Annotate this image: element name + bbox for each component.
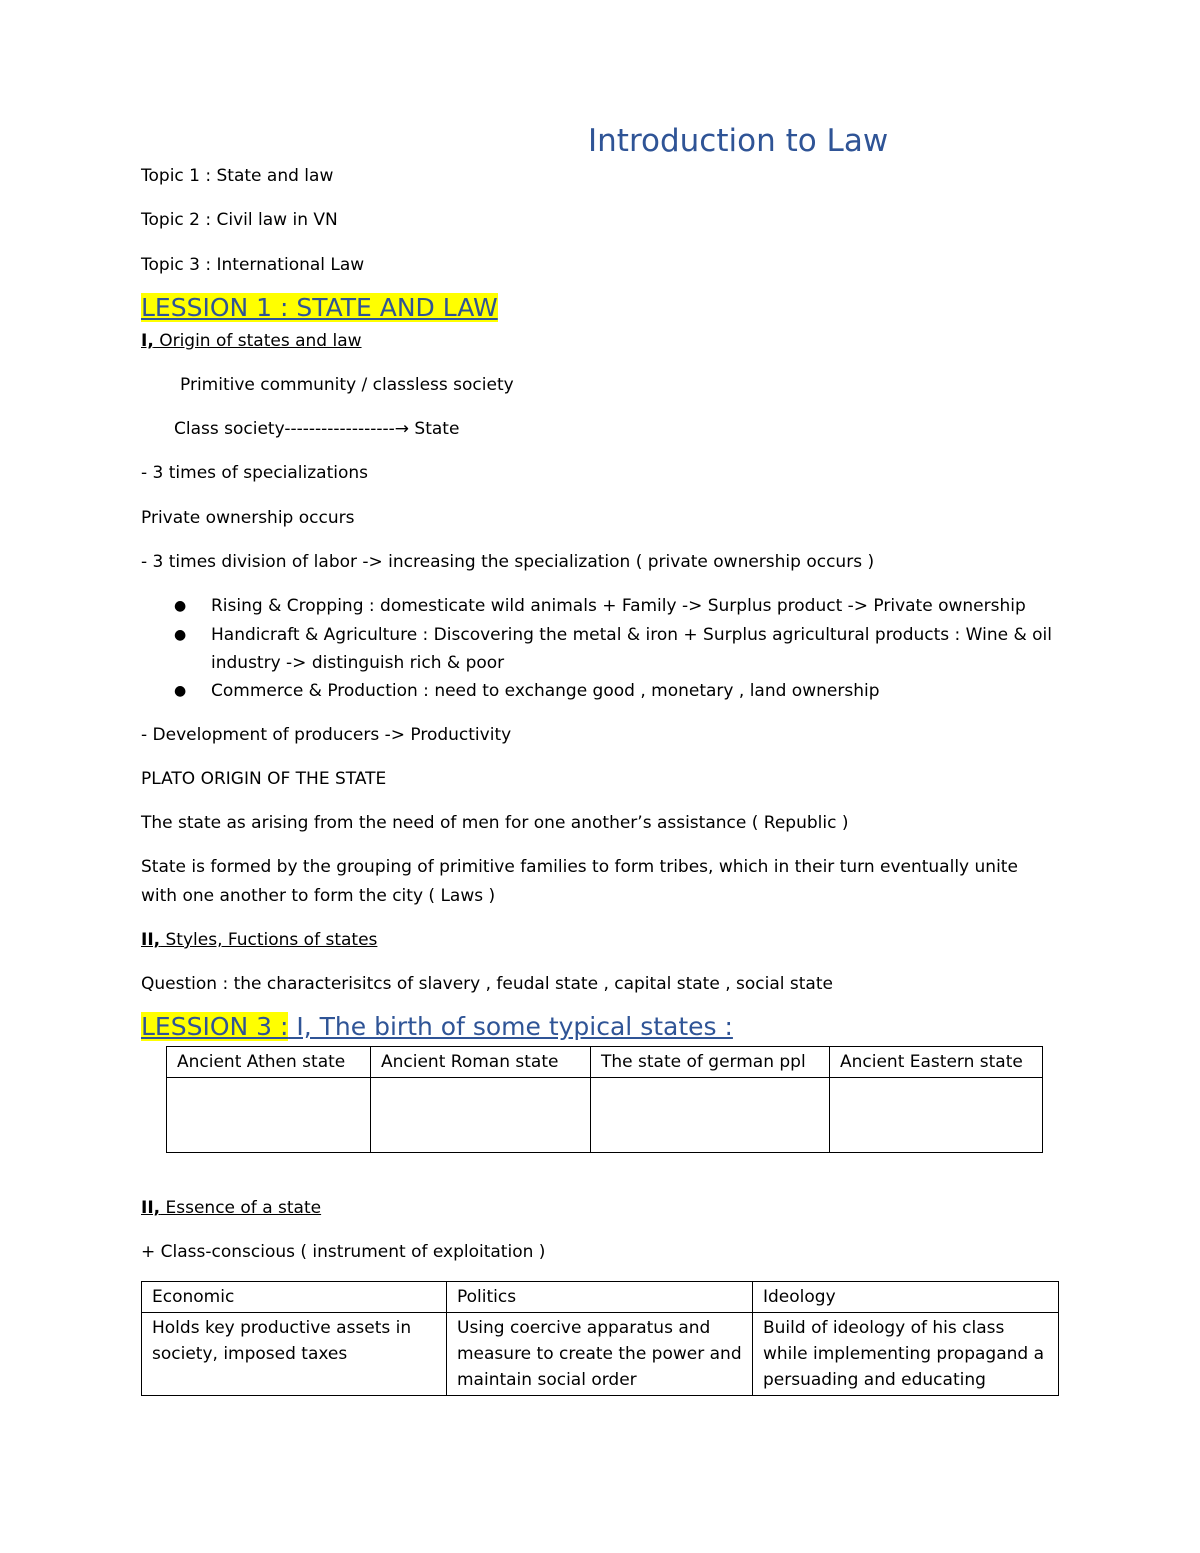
bullet-item-3: Commerce & Production : need to exchange good , monetary , land ownership	[211, 681, 880, 701]
table-header-cell: Ancient Eastern state	[830, 1047, 1043, 1078]
topic-1: Topic 1 : State and law	[141, 166, 334, 186]
lesson-3-highlight: LESSION 3 :	[141, 1012, 289, 1041]
section-1-heading	[141, 330, 362, 352]
table-header-cell: Economic	[142, 1282, 447, 1313]
table-row	[167, 1078, 1043, 1153]
section-1-number: I,	[141, 331, 154, 351]
table-cell	[167, 1078, 371, 1153]
table-cell: Build of ideology of his class while implementing propagand a persuading and educating	[753, 1313, 1059, 1396]
bullet-dot: ●	[174, 598, 187, 614]
table-cell	[830, 1078, 1043, 1153]
paragraph-laws-line-1: State is formed by the grouping of primitive families to form tribes, which in their turn eventually unite	[141, 857, 1018, 877]
section-2-number: II,	[141, 930, 161, 950]
paragraph-republic: The state as arising from the need of men for one another’s assistance ( Republic )	[141, 813, 849, 833]
paragraph-development: - Development of producers -> Productivity	[141, 725, 512, 745]
section-3-number: II,	[141, 1198, 161, 1218]
table-header-cell: Ancient Roman state	[371, 1047, 591, 1078]
state-label: State	[409, 419, 460, 439]
table-cell: Using coercive apparatus and measure to create the power and maintain social order	[447, 1313, 753, 1396]
bullet-item-1: Rising & Cropping : domesticate wild animals + Family -> Surplus product -> Private ownership	[211, 596, 1026, 616]
table-header-row	[142, 1282, 1059, 1313]
table-cell	[371, 1078, 591, 1153]
section-3-title: Essence of a state	[160, 1198, 322, 1218]
table-header-cell: Politics	[447, 1282, 753, 1313]
table-header-cell: Ancient Athen state	[167, 1047, 371, 1078]
paragraph-laws-line-2: with one another to form the city ( Laws )	[141, 886, 496, 906]
essence-table	[141, 1281, 1059, 1396]
table-row	[142, 1313, 1059, 1396]
table-cell: Holds key productive assets in society, imposed taxes	[142, 1313, 447, 1396]
paragraph-specializations: - 3 times of specializations	[141, 463, 369, 483]
page-title: Introduction to Law	[588, 123, 889, 159]
question-paragraph: Question : the characterisitcs of slavery , feudal state , capital state , social state	[141, 974, 833, 994]
section-2-heading	[141, 929, 377, 951]
class-society-label: Class society------------------	[174, 419, 395, 439]
lesson-1-highlight: LESSION 1 : STATE AND LAW	[141, 293, 498, 322]
typical-states-table	[166, 1046, 1043, 1153]
arrow-icon: →	[394, 419, 410, 439]
bullet-item-2: Handicraft & Agriculture : Discovering the metal & iron + Surplus agricultural products : Wine & oil industry -> distinguish rich & poor	[211, 625, 1052, 673]
section-1-title: Origin of states and law	[153, 331, 362, 351]
table-header-cell: Ideology	[753, 1282, 1059, 1313]
table-header-cell: The state of german ppl	[591, 1047, 830, 1078]
paragraph-plato: PLATO ORIGIN OF THE STATE	[141, 769, 387, 789]
class-conscious-paragraph: + Class-conscious ( instrument of exploitation )	[141, 1242, 546, 1262]
topic-2: Topic 2 : Civil law in VN	[141, 210, 338, 230]
paragraph-division-of-labor: - 3 times division of labor -> increasing the specialization ( private ownership occurs )	[141, 552, 875, 572]
lesson-3-subtitle: I, The birth of some typical states :	[288, 1012, 733, 1041]
lesson-3-heading	[141, 1012, 733, 1042]
table-header-row	[167, 1047, 1043, 1078]
lesson-1-heading	[141, 293, 498, 323]
section-2-title: Styles, Fuctions of states	[160, 930, 378, 950]
bullet-dot: ●	[174, 627, 187, 643]
class-society-flow	[174, 418, 459, 440]
topic-3: Topic 3 : International Law	[141, 255, 365, 275]
section-3-heading	[141, 1197, 321, 1219]
bullet-dot: ●	[174, 683, 187, 699]
paragraph-private-ownership: Private ownership occurs	[141, 508, 355, 528]
table-cell	[591, 1078, 830, 1153]
primitive-community: Primitive community / classless society	[180, 375, 514, 395]
